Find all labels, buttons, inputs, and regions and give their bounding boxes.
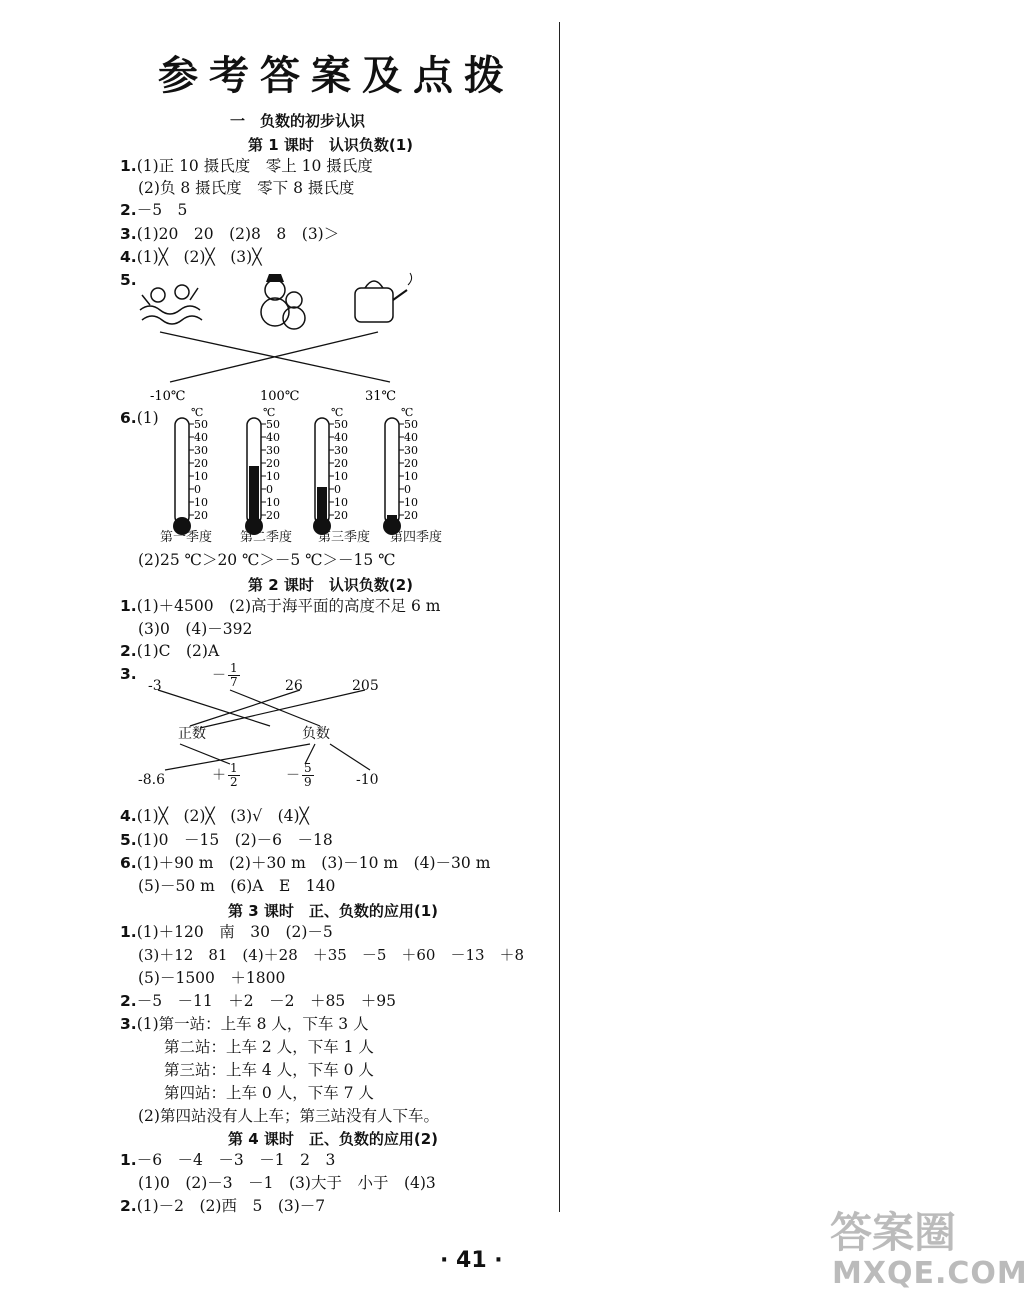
q-num: 2. xyxy=(120,992,137,1010)
answer: (2)负 8 摄氏度 零下 8 摄氏度 xyxy=(138,179,355,197)
tick-label: 10 xyxy=(266,470,280,483)
tick-label: 50 xyxy=(334,418,348,431)
q-num: 2. xyxy=(120,1197,137,1215)
answer: (2)第四站没有人上车；第三站没有人下车。 xyxy=(138,1107,439,1125)
q-num: 4. xyxy=(120,248,137,266)
q-num: 5. xyxy=(120,271,137,289)
swimmers-icon xyxy=(140,285,202,324)
tick-label: 30 xyxy=(404,444,418,457)
page-title: 参考答案及点拨 xyxy=(158,53,515,99)
fraction: $\frac{1}{2}$ xyxy=(230,761,238,789)
lesson-heading: 第 1 课时 认识负数(1) xyxy=(248,136,414,154)
answer: (1)＋4500 (2)高于海平面的高度不足 6 m xyxy=(136,597,441,615)
mercury-column xyxy=(387,515,397,526)
temp-label: 100℃ xyxy=(260,389,300,404)
q-num: 1. xyxy=(120,157,137,175)
tick-label: 50 xyxy=(266,418,280,431)
tick-label: 40 xyxy=(404,431,418,444)
q-num: 2. xyxy=(120,642,137,660)
q-num: 1. xyxy=(120,923,137,941)
q-num: 1. xyxy=(120,1151,137,1169)
q-num: 3. xyxy=(120,225,137,243)
tick-label: 10 xyxy=(404,496,418,509)
answer: (1) xyxy=(136,409,159,427)
tick-label: 50 xyxy=(404,418,418,431)
season-label: 第三季度 xyxy=(318,530,371,545)
tick-label: 40 xyxy=(334,431,348,444)
answer: (1)第一站：上车 8 人，下车 3 人 xyxy=(136,1015,369,1033)
tick-label: 10 xyxy=(194,496,208,509)
answer: (1)＋90 m (2)＋30 m (3)－10 m (4)－30 m xyxy=(136,854,491,872)
lesson-heading: 第 3 课时 正、负数的应用(1) xyxy=(228,902,439,920)
sign: － xyxy=(212,667,226,684)
answer: (1)0 (2)－3 －1 (3)大于 小于 (4)3 xyxy=(138,1174,436,1192)
lesson-heading: 第 4 课时 正、负数的应用(2) xyxy=(228,1130,439,1148)
tick-label: 20 xyxy=(334,509,348,522)
unit-label: ℃ xyxy=(401,406,414,419)
page-number: · 41 · xyxy=(440,1248,503,1273)
mercury-column xyxy=(317,487,327,526)
tick-label: 0 xyxy=(266,483,273,496)
answer: (1)C (2)A xyxy=(136,642,220,660)
fraction: $\frac{1}{7}$ xyxy=(230,661,238,689)
tick-label: 30 xyxy=(334,444,348,457)
answer: (5)－50 m (6)A E 140 xyxy=(138,877,336,895)
tick-label: 40 xyxy=(266,431,280,444)
unit-label: ℃ xyxy=(263,406,276,419)
kettle-icon xyxy=(355,273,412,322)
tick-label: 20 xyxy=(194,457,208,470)
temp-label: -10℃ xyxy=(150,389,186,404)
fraction: $\frac{5}{9}$ xyxy=(304,761,312,789)
q-num: 6. xyxy=(120,409,137,427)
tick-label: 10 xyxy=(404,470,418,483)
unit-heading: 一 负数的初步认识 xyxy=(230,112,366,130)
tick-label: 20 xyxy=(266,457,280,470)
tick-label: 20 xyxy=(404,457,418,470)
tick-label: 30 xyxy=(194,444,208,457)
answer: 第二站：上车 2 人，下车 1 人 xyxy=(164,1038,374,1056)
answer: (1)20 20 (2)8 8 (3)＞ xyxy=(136,225,340,243)
tick-label: 20 xyxy=(404,509,418,522)
answer: (1)＋120 南 30 (2)－5 xyxy=(136,923,333,941)
category-negative: 负数 xyxy=(302,726,330,742)
tick-label: 10 xyxy=(266,496,280,509)
q-num: 2. xyxy=(120,201,137,219)
tick-label: 10 xyxy=(194,470,208,483)
tick-label: 20 xyxy=(266,509,280,522)
answer: (1)正 10 摄氏度 零上 10 摄氏度 xyxy=(136,157,373,175)
number-item: -8.6 xyxy=(138,772,165,788)
matching-figure xyxy=(120,270,420,410)
tick-label: 20 xyxy=(194,509,208,522)
tick-label: 10 xyxy=(334,470,348,483)
q-num: 3. xyxy=(120,665,137,683)
thermometer-tube xyxy=(175,418,189,524)
answer: (1)－2 (2)西 5 (3)－7 xyxy=(136,1197,326,1215)
unit-label: ℃ xyxy=(191,406,204,419)
tick-label: 20 xyxy=(334,457,348,470)
sign: － xyxy=(286,767,300,784)
answer: －5 5 xyxy=(136,201,188,219)
tick-label: 50 xyxy=(194,418,208,431)
answer: (1)╳ (2)╳ (3)√ (4)╳ xyxy=(136,807,309,825)
q-num: 3. xyxy=(120,1015,137,1033)
thermometer-tube xyxy=(385,418,399,524)
answer: 第四站：上车 0 人，下车 7 人 xyxy=(164,1084,374,1102)
number-item: 205 xyxy=(352,678,379,694)
number-sort-figure xyxy=(120,660,420,805)
column-divider xyxy=(559,22,560,1212)
number-item: -10 xyxy=(356,772,379,788)
tick-label: 0 xyxy=(194,483,201,496)
answer: (5)－1500 ＋1800 xyxy=(138,969,286,987)
season-label: 第二季度 xyxy=(240,530,293,545)
number-item: 26 xyxy=(285,678,303,694)
answer: －6 －4 －3 －1 2 3 xyxy=(136,1151,336,1169)
number-item: -3 xyxy=(148,678,162,694)
lesson-heading: 第 2 课时 认识负数(2) xyxy=(248,576,414,594)
unit-label: ℃ xyxy=(331,406,344,419)
sign: ＋ xyxy=(212,767,226,784)
q-num: 4. xyxy=(120,807,137,825)
tick-label: 0 xyxy=(404,483,411,496)
season-label: 第一季度 xyxy=(160,530,213,545)
q-num: 6. xyxy=(120,854,137,872)
q-num: 5. xyxy=(120,831,137,849)
answer: (1)0 －15 (2)－6 －18 xyxy=(136,831,333,849)
mercury-column xyxy=(249,466,259,526)
watermark-logo: 答案圈 MXQE.COM xyxy=(830,1208,1028,1291)
tick-label: 10 xyxy=(334,496,348,509)
answer: (3)＋12 81 (4)＋28 ＋35 －5 ＋60 －13 ＋8 xyxy=(138,946,525,964)
tick-label: 0 xyxy=(334,483,341,496)
answer: (1)╳ (2)╳ (3)╳ xyxy=(136,248,262,266)
season-label: 第四季度 xyxy=(390,530,443,545)
tick-label: 30 xyxy=(266,444,280,457)
answer: (3)0 (4)－392 xyxy=(138,620,253,638)
snowman-icon xyxy=(261,274,305,329)
category-positive: 正数 xyxy=(178,726,206,742)
answer: －5 －11 ＋2 －2 ＋85 ＋95 xyxy=(136,992,396,1010)
q-num: 1. xyxy=(120,597,137,615)
answer: 第三站：上车 4 人，下车 0 人 xyxy=(164,1061,374,1079)
tick-label: 40 xyxy=(194,431,208,444)
answer: (2)25 ℃＞20 ℃＞－5 ℃＞－15 ℃ xyxy=(138,551,396,569)
temp-label: 31℃ xyxy=(365,389,397,404)
